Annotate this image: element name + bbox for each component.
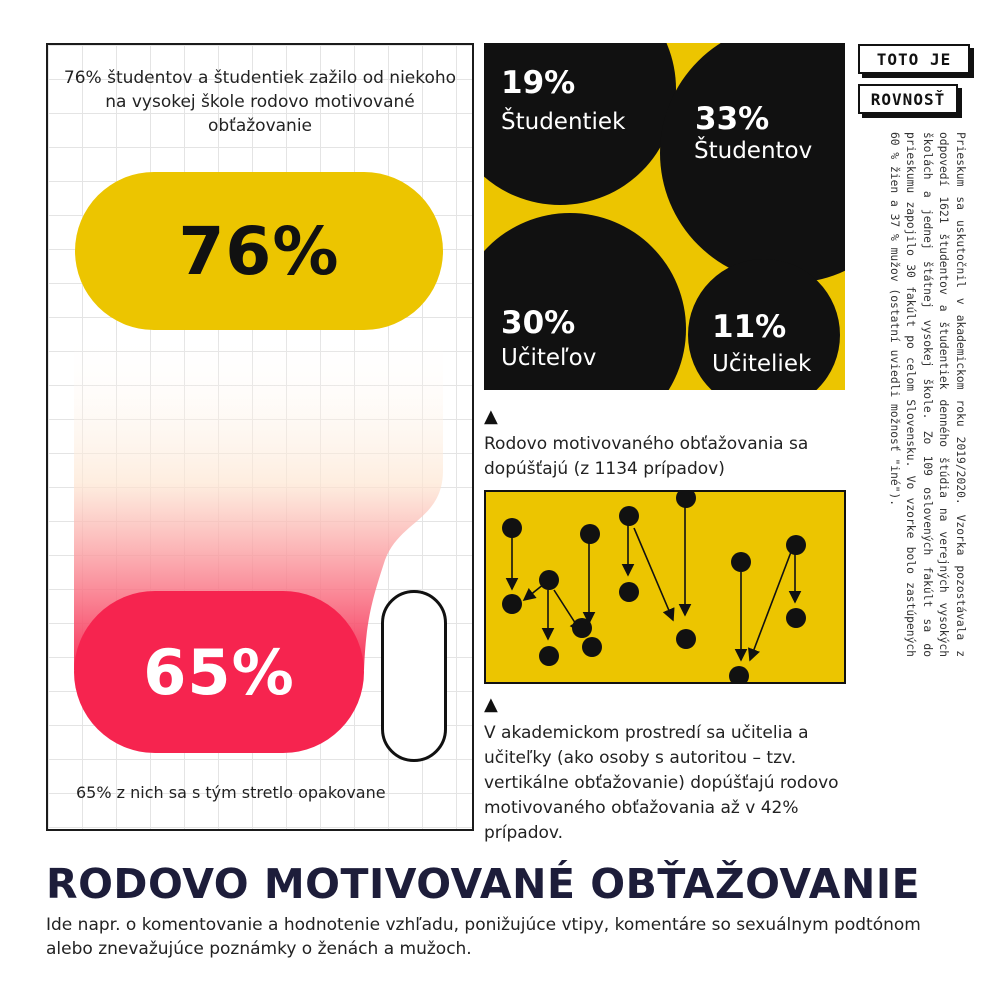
- page-subtitle: Ide napr. o komentovanie a hodnotenie vzhľadu, ponižujúce vtipy, komentáre so sexuálnym podtónom alebo znevažujúce poznámky o ženách a mužoch.: [46, 915, 921, 959]
- survey-note: [868, 132, 968, 657]
- node: [676, 492, 696, 508]
- node: [539, 570, 559, 590]
- node: [731, 552, 751, 572]
- network-diagram-panel: [484, 490, 846, 684]
- percent-76-value: 76%: [178, 212, 340, 290]
- node: [676, 629, 696, 649]
- node: [539, 646, 559, 666]
- circle-ucitelky-label: Učiteliek: [712, 351, 812, 377]
- triangle-up-icon: ▲: [484, 694, 498, 715]
- outline-pill-decoration: [381, 590, 447, 762]
- node: [619, 582, 639, 602]
- page-title: RODOVO MOTIVOVANÉ OBŤAŽOVANIE: [46, 860, 921, 908]
- caption-perpetrators: Rodovo motivovaného obťažovania sa dopúšťajú (z 1134 prípadov): [484, 434, 809, 479]
- circle-studentky-label: Študentiek: [501, 109, 626, 135]
- node: [786, 535, 806, 555]
- network-diagram: [486, 492, 846, 684]
- repeat-text: 65% z nich sa s tým stretlo opakovane: [76, 783, 386, 802]
- triangle-up-icon: ▲: [484, 406, 498, 427]
- circle-studenti-label: Študentov: [694, 138, 813, 164]
- percent-65-value: 65%: [143, 635, 295, 709]
- circle-ucitelia-value: 30%: [501, 305, 576, 341]
- circle-studenti-value: 33%: [695, 101, 770, 137]
- caption-vertical-harassment: V akademickom prostredí sa učitelia a učiteľky (ako osoby s autoritou – tzv. vertikálne obťažovanie) dopúšťajú rodovo motivovaného obťažovania až v 42% prípadov.: [484, 723, 839, 843]
- node: [786, 608, 806, 628]
- node: [572, 618, 592, 638]
- node: [502, 518, 522, 538]
- percent-65-pill: [74, 591, 364, 753]
- circle-ucitelky-value: 11%: [712, 309, 787, 345]
- node: [580, 524, 600, 544]
- perpetrators-panel: [484, 43, 845, 390]
- node: [582, 637, 602, 657]
- node: [619, 506, 639, 526]
- node: [502, 594, 522, 614]
- survey-note-text: Prieskum sa uskutočnil v akademickom roku 2019/2020. Vzorka pozostávala z odpovedí 1621 študentov a študentiek denného štúdia na verejných vysokých školách a jednej štátnej vysokej škole. Zo 109 oslovených fakúlt sa do prieskumu zapojilo 30 fakúlt po celom Slovensku. Vo vzorke bolo zastúpených 60 % žien a 37 % mužov (ostatní uviedli možnosť "iné").: [887, 132, 967, 657]
- node: [729, 666, 749, 684]
- logo-line-1: TOTO JE: [858, 44, 970, 74]
- circle-studentky-value: 19%: [501, 65, 576, 101]
- circle-ucitelia-label: Učiteľov: [501, 345, 597, 371]
- logo-line-2: ROVNOSŤ: [858, 84, 958, 114]
- intro-text: 76% študentov a študentiek zažilo od niekoho na vysokej škole rodovo motivované obťažovanie: [63, 68, 457, 136]
- percent-76-pill: [75, 172, 443, 330]
